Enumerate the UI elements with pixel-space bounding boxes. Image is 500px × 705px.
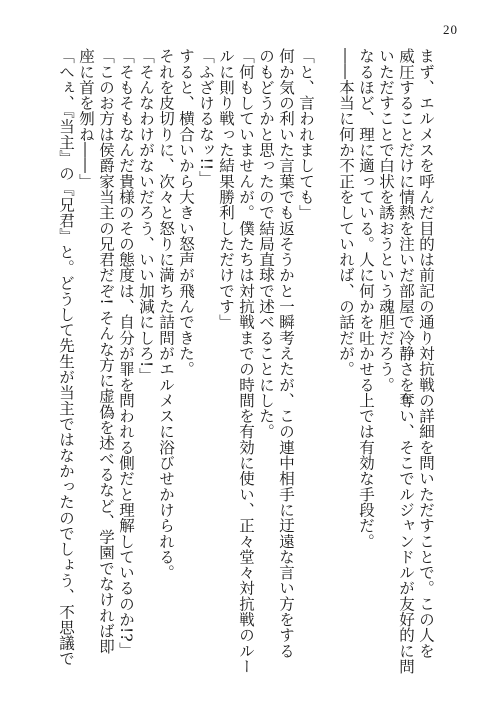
text-column bbox=[318, 48, 334, 668]
text-column: ――本当に何か不正をしていれば、の話だが。 bbox=[337, 48, 355, 377]
text-column: 「そもそもなんだ貴様のその態度は、自分が罪を問われる側だと理解しているのか!?」 bbox=[117, 48, 135, 658]
text-column: ルに則り戦った結果勝利しただけです」 bbox=[217, 48, 235, 330]
text-column: いただすことで白状を誘おうという魂胆だろう。 bbox=[377, 48, 395, 393]
text-column: なるほど、理に適っている。人に何かを吐かせる上では有効な手段だ。 bbox=[357, 48, 375, 549]
novel-text-body bbox=[57, 48, 435, 674]
text-column: 「そんなわけがないだろう、いい加減にしろ!」 bbox=[137, 48, 155, 384]
text-column: すると、横合いから大きい怒声が飛んできた。 bbox=[177, 48, 195, 377]
text-column: まず、エルメスを呼んだ目的は前記の通り対抗戦の詳細を問いただすことで。この人を bbox=[417, 48, 435, 659]
text-column: 何か気の利いた言葉でも返そうかと一瞬考えたが、この連中相手に迂遠な言い方をする bbox=[277, 48, 295, 659]
text-column: 「と、言われましても」 bbox=[297, 48, 315, 221]
page-number: 20 bbox=[443, 22, 458, 37]
text-column: 威圧することだけに情熱を注いだ部屋で冷静さを奪い、そこでルジャンドルが友好的に問 bbox=[397, 48, 415, 674]
text-column: 「ふざけるなッ!!」 bbox=[197, 48, 215, 186]
text-column: 「このお方は侯爵家当主の兄君だぞ! そんな方に虚偽を述べるなど、学園でなければ即 bbox=[97, 48, 115, 655]
text-column: 「へぇ、『当主』の『兄君』と。どうして先生が当主ではなかったのでしょう、不思議で bbox=[57, 48, 75, 667]
text-column: 座に首を刎ね――」 bbox=[77, 48, 95, 189]
text-column: それを皮切りに、次々と怒りに満ちた詰問がエルメスに浴びせかけられる。 bbox=[157, 48, 175, 581]
text-column: のもどうかと思ったので結局直球で述べることにした。 bbox=[257, 48, 275, 440]
text-column: 「何もしていませんが。僕たちは対抗戦までの時間を有効に使い、正々堂々対抗戦のルー bbox=[237, 48, 255, 674]
